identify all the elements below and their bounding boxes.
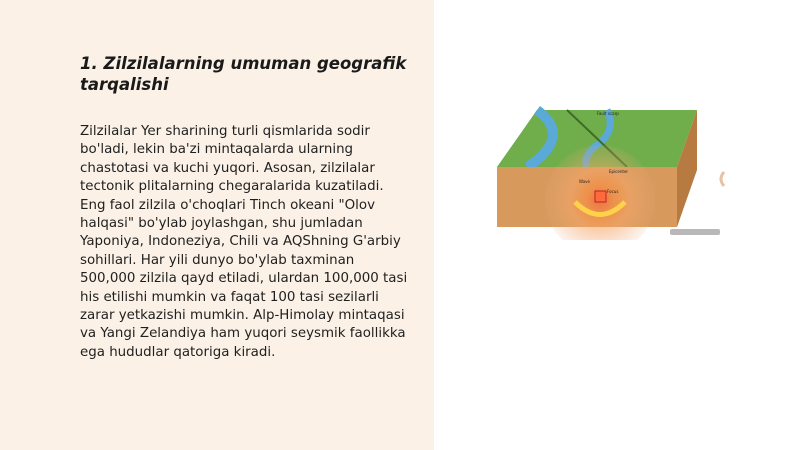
earthquake-block-diagram [497,105,722,240]
focus-marker [595,191,606,202]
focus-label: Focus [607,189,619,194]
decorative-mark [716,170,726,188]
slide-body-text: Zilzilalar Yer sharining turli qismlarida sodir bo'ladi, lekin ba'zi mintaqalarda ularning chastotasi va kuchi yuqori. Asosan, zilzilalar tectonik plitalarning chegaralarida kuzatiladi. Eng faol zilzila o'choqlari Tinch okeani "Olov halqasi" bo'ylab joylashgan, shu jumladan Yaponiya, Indoneziya, Chili va AQShning G'arbiy sohillari. Har yili dunyo bo'ylab taxminan 500,000 zilzila qayd etiladi, ulardan 100,000 tasi his etilishi mumkin va faqat 100 tasi sezilarli zarar yetkazishi mumkin. Alp-Himolay mintaqasi va Yangi Zelandiya ham yuqori seysmik faollikka ega hududlar qatoriga kiradi. [80,124,408,360]
fault-label: Fault scarp [597,111,619,116]
epicenter-label: Epicenter [609,169,629,174]
image-caption-bar [670,229,720,235]
wave-label: Wave [579,179,590,184]
slide-heading: 1. Zilzilalarning umuman geografik tarqalishi [80,54,407,94]
